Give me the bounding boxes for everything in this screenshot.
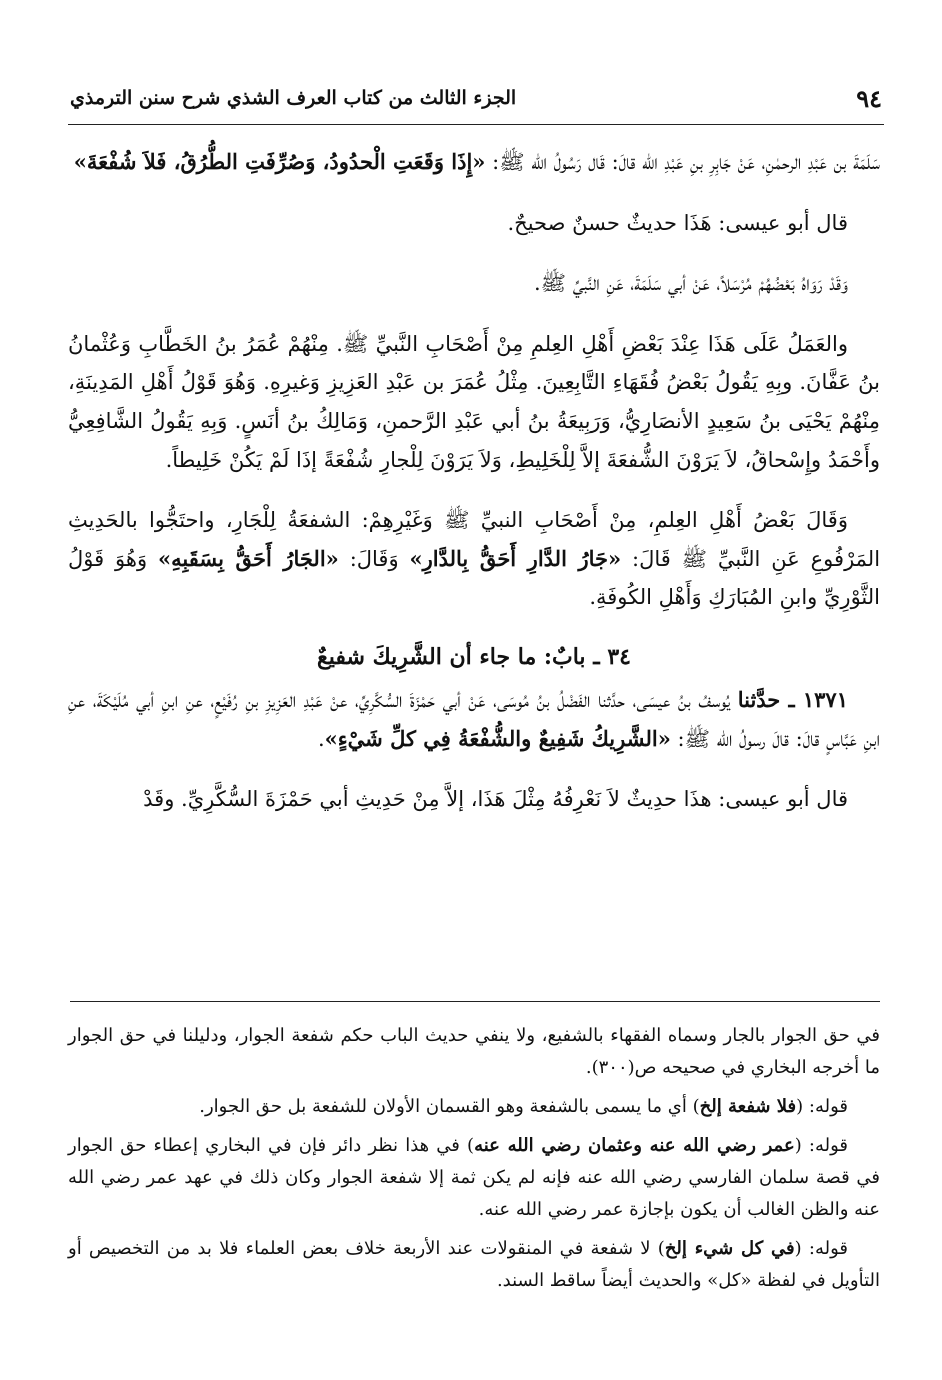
p5-text-3: وَهُوَ قَوْلُ الثَّوْرِيِّ وابنِ المُبَارَكِ وَأَهْلِ الكُوفَةِ. xyxy=(68,546,880,610)
fn3-lemma: عمر رضي الله عنه وعثمان رضي الله عنه xyxy=(474,1135,795,1156)
fn2-lemma: فلا شفعة إلخ xyxy=(699,1096,797,1117)
footnote-4 xyxy=(68,1233,880,1297)
fn4-text-2: ) لا شفعة في المنقولات عند الأربعة خلاف بعض العلماء فلا بد من التخصيص أو التأويل في لفظة «كل» والحديث أيضاً ساقط السند. xyxy=(68,1238,880,1291)
p5-text-1: وَقَالَ بَعْضُ أَهْلِ العِلمِ، مِنْ أَصْحَابِ النبيِّ ﷺ وَغَيْرِهِمْ: الشفعَةُ لِلْجَارِ، واحتَجُّوا بالحَدِيثِ المَرْفُوعِ عَنِ النَّبيِّ ﷺ قَالَ: xyxy=(68,508,881,571)
page-number: ٩٤ xyxy=(856,83,882,113)
fn2-text-1: قوله: ( xyxy=(796,1096,848,1117)
fn2-text-2: ) أي ما يسمى بالشفعة وهو القسمان الأولان للشفعة بل حق الجوار. xyxy=(199,1096,700,1117)
header-divider xyxy=(68,124,884,125)
p1-text: سَلَمَةَ بن عَبْدِ الرحمٰنِ، عَنْ جَابِرِ بنِ عَبْدِ الله قالَ: قَال رَسُولُ الله ﷺ: xyxy=(485,150,880,174)
mursal-note-paragraph: وَقَدْ رَوَاهُ بَعْضُهُمْ مُرْسَلاً، عَنْ أبي سَلَمَةَ، عَنِ النَّبيِّ ﷺ. xyxy=(533,271,848,296)
hadith-1371-paragraph xyxy=(68,681,880,758)
footnote-1: في حق الجوار بالجار وسماه الفقهاء بالشفيع، ولا ينفي حديث الباب حكم شفعة الجوار، ودليلنا في حق الجوار ما أخرجه البخاري في صحيحه ص(٣٠٠). xyxy=(68,1025,880,1078)
footnote-3 xyxy=(68,1130,880,1226)
main-text xyxy=(68,143,880,841)
footnotes xyxy=(68,1020,880,1304)
other-opinion-paragraph xyxy=(68,501,880,617)
p5-text-2: وَقَالَ: xyxy=(338,546,410,571)
fn4-lemma: في كل شيء إلخ xyxy=(664,1238,795,1259)
p5-hadith-quote-2: «الجَارُ أَحَقُّ بِسَقَبِهِ» xyxy=(158,545,339,571)
fn3-text-1: قوله: ( xyxy=(794,1135,848,1156)
grading-paragraph-2: قال أبو عيسى: هذَا حدِيثٌ لاَ نَعْرِفُهُ مِثْلَ هَذَا، إلاَّ مِنْ حَدِيثِ أبي حَمْزَةَ السُّكَّرِيِّ. وقَدْ xyxy=(143,787,848,812)
grading-paragraph-1: قال أبو عيسى: هَذَا حديثٌ حسنٌ صحيحٌ. xyxy=(507,210,848,235)
p6-text-2: . xyxy=(317,726,325,751)
running-title: الجزء الثالث من كتاب العرف الشذي شرح سنن الترمذي xyxy=(70,87,517,109)
chapter-title: ٣٤ ـ بابٌ: ما جاء أن الشَّرِيكَ شفيعٌ xyxy=(317,643,631,670)
p1-hadith-quote: «إِذَا وَقَعَتِ الْحدُودُ، وَصُرِّفَتِ الطُّرُقُ، فَلاَ شُفْعَةَ» xyxy=(73,149,486,174)
page-header xyxy=(70,78,882,118)
fn4-text-1: قوله: ( xyxy=(794,1238,848,1259)
hadith-paragraph-1 xyxy=(68,143,880,182)
footnote-2 xyxy=(68,1091,880,1123)
p5-hadith-quote-1: «جَارُ الدَّارِ أَحَقُّ بِالدَّارِ» xyxy=(409,545,622,571)
hadith-number: ١٣٧١ ـ حدَّثنا xyxy=(737,686,848,712)
footnote-divider xyxy=(70,1001,880,1002)
p6-text-1: يُوسفُ بنُ عيسَى، حدَّثنا الفَضْلُ بنُ مُوسَى، عَنْ أبي حَمْزَةَ السُّكَّرِيِّ، عنْ عَبْدِ العَزِيزِ بنِ رُفَيْعٍ، عنِ ابنِ أبي مُلَيْكَةَ، عنِ ابنِ عَبَّاسٍ قالَ: قالَ رسولُ الله ﷺ: xyxy=(68,687,880,751)
fn3-text-2: ) في هذا نظر دائر فإن في البخاري إعطاء حق الجوار في قصة سلمان الفارسي رضي الله عنه فإنه لم يكن ثمة إلا شفعة الجوار وكان ذلك في عهد عمر رضي الله عنه والظن الغالب أن يكون بإجازة عمر رضي الله عنه. xyxy=(68,1135,880,1220)
p6-hadith-quote: «الشَّرِيكُ شَفِيعٌ والشُّفْعَةُ فِي كلِّ شَيْءٍ» xyxy=(324,725,671,751)
scholars-opinion-paragraph: والعَمَلُ عَلَى هَذَا عِنْدَ بَعْضِ أَهْلِ العِلمِ مِنْ أَصْحَابِ النَّبيِّ ﷺ. مِنْهُمْ عُمَرُ بنُ الخَطَّابِ وَعُثْمانُ بنُ عَفَّانَ. وبِهِ يَقُولُ بَعْضُ فُقَهَاءِ التَّابِعِينَ. مِثْلُ عُمَرَ بن عَبْدِ العَزِيزِ وَغيرِهِ. وَهُوَ قَوْلُ أَهْلِ المَدِينَةِ، مِنْهُمْ يَحْيَى بنُ سَعِيدٍ الأنصَارِيُّ، وَرَبِيعَةُ بنُ أبي عَبْدِ الرَّحمنِ، وَمَالِكُ بنُ أنَسٍ. وَبِهِ يَقُولُ الشَّافِعِيُّ وأَحْمَدُ وإِسْحاقُ، لاَ يَرَوْنَ الشُّفعَةَ إلاَّ لِلْخَلِيطِ، وَلاَ يَرَوْنَ لِلْجارِ شُفْعَةً إذَا لَمْ يَكُنْ خَلِيطاً. xyxy=(68,331,880,472)
